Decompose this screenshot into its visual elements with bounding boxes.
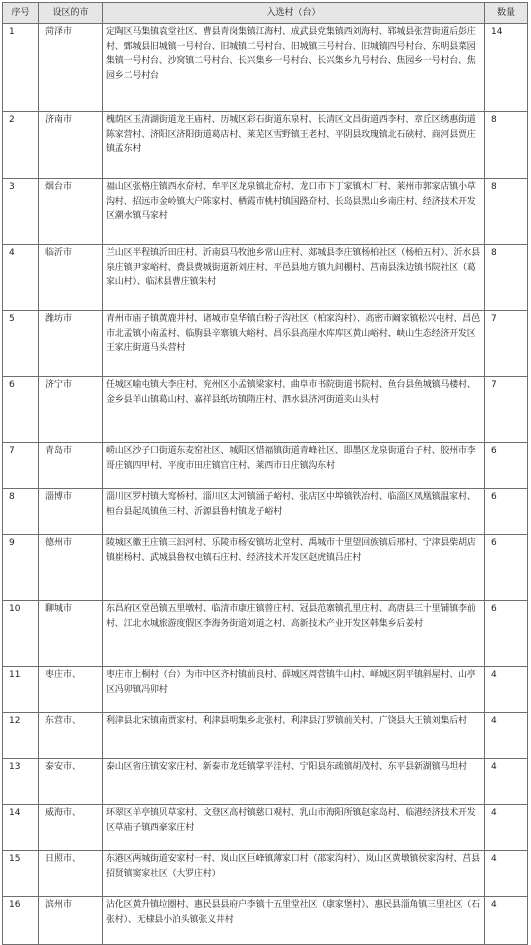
row-city: 济南市: [39, 112, 103, 179]
row-villages: 沾化区黄升镇垃圈村、惠民县县府户李镇十五里堂社区（康家堡村）、惠民县淄角镇三里社区（石张村）、无棣县小泊头镇张义井村: [103, 897, 485, 945]
table-row: [3, 601, 528, 667]
row-count: 8: [485, 245, 528, 311]
header-city: 设区的市: [39, 3, 103, 24]
row-index: 3: [3, 179, 39, 245]
row-index: 15: [3, 851, 39, 897]
row-villages: 定陶区马集镇袁堂社区、曹县青岗集镇江海村、成武县党集镇西刘海村、郓城县张营街道后彭庄村、鄄城县旧城镇一号村台、旧城镇二号村台、旧城镇三号村台、旧城镇四号村台、东明县菜园集镇一号村台、沙窝镇二号村台、长兴集乡一号村台、长兴集乡九号村台、焦园乡一号村台、焦园乡二号村台: [103, 24, 485, 112]
header-villages: 入选村（台）: [103, 3, 485, 24]
row-villages: 兰山区半程镇沂田庄村、沂南县马牧池乡常山庄村、郯城县李庄镇杨柏社区（杨柏五村）、沂水县泉庄镇尹家峪村、费县费城街道新刘庄村、平邑县地方镇九间棚村、莒南县洙边镇书院社区（葛家山村）、临沭县曹庄镇朱村: [103, 245, 485, 311]
header-count: 数量: [485, 3, 528, 24]
table-row: [3, 713, 528, 759]
village-table: [2, 2, 528, 945]
table-header-row: [3, 3, 528, 24]
table-row: [3, 311, 528, 377]
table-row: [3, 759, 528, 805]
row-count: 6: [485, 489, 528, 535]
row-count: 8: [485, 112, 528, 179]
row-count: 4: [485, 667, 528, 713]
row-index: 1: [3, 24, 39, 112]
row-city: 德州市: [39, 535, 103, 601]
row-count: 6: [485, 443, 528, 489]
row-villages: 环翠区羊亭镇贝草家村、文登区高村镇慈口观村、乳山市海阳所镇赵家岛村、临港经济技术开发区草庙子镇西豪家庄村: [103, 805, 485, 851]
row-city: 东营市、: [39, 713, 103, 759]
row-city: 潍坊市: [39, 311, 103, 377]
row-villages: 青州市庙子镇黄鹿井村、诸城市皇华镇白粉子沟社区（柏家沟村）、高密市阚家镇松兴屯村、昌邑市北孟镇小南孟村、临朐县辛寨镇大峪村、昌乐县高崖水库库区黄山峪村、峡山生态经济开发区王家庄街道马头营村: [103, 311, 485, 377]
row-count: 8: [485, 179, 528, 245]
row-index: 6: [3, 377, 39, 443]
row-villages: 泰山区省庄镇安家庄村、新泰市龙廷镇掌平洼村、宁阳县东疏镇胡茂村、东平县新湖镇马坦村: [103, 759, 485, 805]
row-villages: 福山区张格庄镇西水夼村、牟平区龙泉镇北夼村、龙口市下丁家镇木厂村、莱州市郭家店镇小草沟村、招远市金岭镇大户陈家村、栖霞市桃村镇国路夼村、长岛县黑山乡南庄村、经济技术开发区潮水镇马家村: [103, 179, 485, 245]
table-row: [3, 112, 528, 179]
table-row: [3, 667, 528, 713]
row-city: 日照市、: [39, 851, 103, 897]
row-count: 6: [485, 601, 528, 667]
row-index: 4: [3, 245, 39, 311]
row-villages: 槐荫区玉清湖街道龙王庙村、历城区彩石街道东泉村、长清区文昌街道西李村、章丘区绣惠街道陈家营村、济阳区济阳街道葛店村、莱芜区雪野镇王老村、平阴县玫瑰镇北石硖村、商河县贾庄镇孟东村: [103, 112, 485, 179]
row-villages: 崂山区沙子口街道东麦窑社区、城阳区惜福镇街道青峰社区、即墨区龙泉街道台子村、胶州市李哥庄镇四甲村、平度市田庄镇官庄村、莱西市日庄镇沟东村: [103, 443, 485, 489]
row-index: 7: [3, 443, 39, 489]
table-row: [3, 377, 528, 443]
row-city: 淄博市: [39, 489, 103, 535]
row-villages: 东港区两城街道安家村一村、岚山区巨峰镇薄家口村（邵家沟村）、岚山区黄墩镇侯家沟村、莒县招贤镇窦家社区（大罗庄村）: [103, 851, 485, 897]
table-row: [3, 245, 528, 311]
row-count: 4: [485, 759, 528, 805]
row-city: 济宁市: [39, 377, 103, 443]
row-index: 2: [3, 112, 39, 179]
row-count: 7: [485, 377, 528, 443]
row-city: 菏泽市: [39, 24, 103, 112]
row-index: 9: [3, 535, 39, 601]
row-count: 4: [485, 805, 528, 851]
row-index: 11: [3, 667, 39, 713]
table-row: [3, 24, 528, 112]
row-count: 4: [485, 851, 528, 897]
row-count: 4: [485, 713, 528, 759]
row-villages: 陵城区徽王庄镇三汩河村、乐陵市杨安镇坊北堂村、禹城市十里望回族镇后邢村、宁津县柴胡店镇崔杨村、武城县鲁权屯镇石庄村、经济技术开发区赵虎镇吕庄村: [103, 535, 485, 601]
row-city: 临沂市: [39, 245, 103, 311]
row-index: 13: [3, 759, 39, 805]
table-row: [3, 851, 528, 897]
row-index: 5: [3, 311, 39, 377]
row-city: 枣庄市、: [39, 667, 103, 713]
table-row: [3, 443, 528, 489]
row-villages: 枣庄市上桐村（台）为市中区齐村镇前良村、薛城区周营镇牛山村、峄城区阴平镇斜屋村、山亭区冯卯镇冯卯村: [103, 667, 485, 713]
table-row: [3, 489, 528, 535]
row-count: 7: [485, 311, 528, 377]
row-index: 8: [3, 489, 39, 535]
table-row: [3, 897, 528, 945]
table-row: [3, 179, 528, 245]
table-row: [3, 535, 528, 601]
header-index: 序号: [3, 3, 39, 24]
row-index: 14: [3, 805, 39, 851]
row-count: 14: [485, 24, 528, 112]
row-villages: 东昌府区堂邑镇五里墩村、临清市康庄镇曾庄村、冠县范寨镇孔里庄村、高唐县三十里铺镇李前村、江北水城旅游度假区李海务街道刘道之村、高新技术产业开发区韩集乡后姜村: [103, 601, 485, 667]
row-villages: 任城区喻屯镇大李庄村、兖州区小孟镇梁家村、曲阜市书院街道书院村、鱼台县鱼城镇马楼村、金乡县羊山镇葛山村、嘉祥县纸坊镇隋庄村、泗水县济河街道夹山头村: [103, 377, 485, 443]
row-city: 威海市、: [39, 805, 103, 851]
row-index: 16: [3, 897, 39, 945]
row-index: 12: [3, 713, 39, 759]
row-city: 聊城市: [39, 601, 103, 667]
row-index: 10: [3, 601, 39, 667]
row-villages: 利津县北宋镇南贾家村、利津县明集乡北张村、利津县汀罗镇前关村、广饶县大王镇刘集后村: [103, 713, 485, 759]
row-city: 滨州市: [39, 897, 103, 945]
row-count: 4: [485, 897, 528, 945]
row-villages: 淄川区罗村镇大窎桥村、淄川区太河镇涌子峪村、张店区中埠镇铁冶村、临淄区凤凰镇温家村、桓台县起凤镇鱼三村、沂源县鲁村镇龙子峪村: [103, 489, 485, 535]
row-city: 青岛市: [39, 443, 103, 489]
row-city: 烟台市: [39, 179, 103, 245]
row-city: 泰安市、: [39, 759, 103, 805]
row-count: 6: [485, 535, 528, 601]
